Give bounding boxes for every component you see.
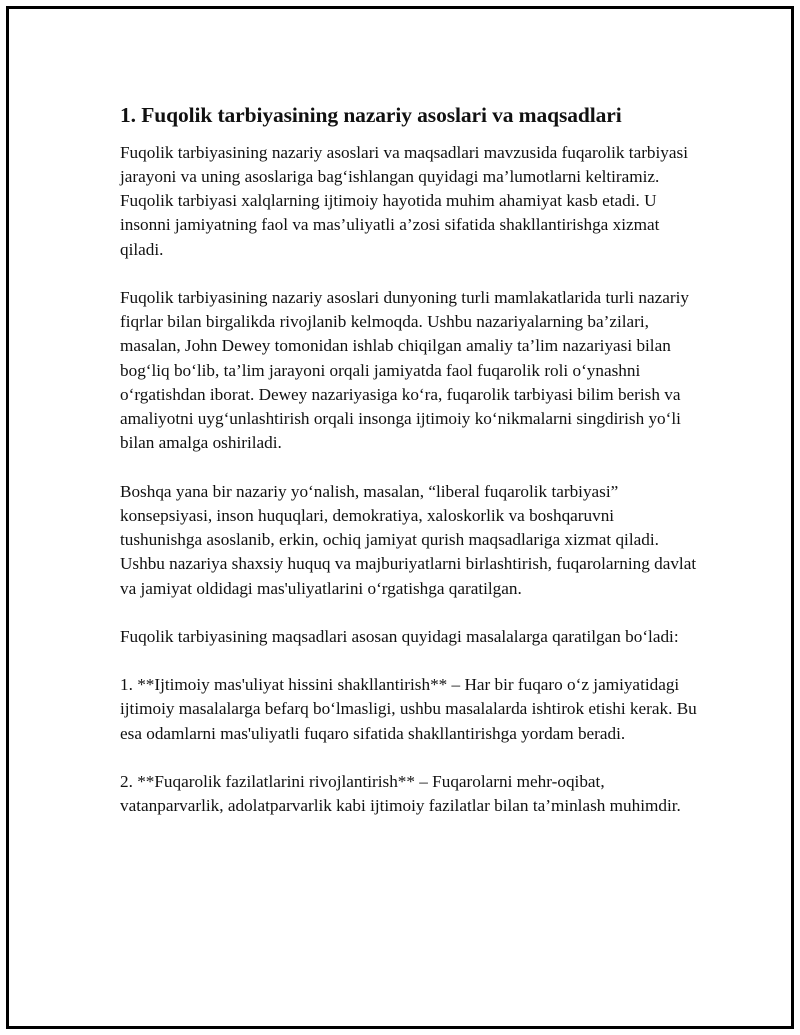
list-item-2: 2. **Fuqarolik fazilatlarini rivojlantirish** – Fuqarolarni mehr-oqibat, vatanparvarlik, adolatparvarlik kabi ijtimoiy fazilatlar bilan ta’minlash muhimdir. bbox=[120, 772, 681, 816]
section-heading: 1. Fuqolik tarbiyasining nazariy asoslari va maqsadlari bbox=[120, 103, 622, 127]
paragraph-intro: Fuqolik tarbiyasining nazariy asoslari va maqsadlari mavzusida fuqarolik tarbiyasi jarayoni va uning asoslariga bag‘ishlangan quyidagi ma’lumotlarni keltiramiz. Fuqolik tarbiyasi xalqlarning ijtimoiy hayotida muhim ahamiyat kasb etadi. U insonni jamiyatning faol va mas’uliyatli a’zosi sifatida shakllantirishga xizmat qiladi. bbox=[120, 142, 688, 259]
list-item-1: 1. **Ijtimoiy mas'uliyat hissini shakllantirish** – Har bir fuqaro o‘z jamiyatidagi ijtimoiy masalalarga befarq bo‘lmasligi, ushbu masalalarda ishtirok etishi kerak. Bu esa odamlarni mas'uliyatli fuqaro sifatida shakllantirishga yordam beradi. bbox=[120, 675, 697, 743]
document-body bbox=[120, 102, 700, 843]
paragraph-theory-dewey: Fuqolik tarbiyasining nazariy asoslari dunyoning turli mamlakatlarida turli nazariy fiqrlar bilan birgalikda rivojlanib kelmoqda. Ushbu nazariyalarning ba’zilari, masalan, John Dewey tomonidan ishlab chiqilgan amaliy ta’lim nazariyasi bilan bog‘liq bo‘lib, ta’lim jarayoni orqali jamiyatda faol fuqarolik roli o‘ynashni o‘rgatishdan iborat. Dewey nazariyasiga ko‘ra, fuqarolik tarbiyasi bilim berish va amaliyotni uyg‘unlashtirish orqali insonga ijtimoiy ko‘nikmalarni singdirish yo‘li bilan amalga oshiriladi. bbox=[120, 288, 689, 453]
page-frame bbox=[6, 6, 794, 1029]
paragraph-goals-intro: Fuqolik tarbiyasining maqsadlari asosan quyidagi masalalarga qaratilgan bo‘ladi: bbox=[120, 626, 679, 646]
paragraph-liberal-theory: Boshqa yana bir nazariy yo‘nalish, masalan, “liberal fuqarolik tarbiyasi” konsepsiyasi, inson huquqlari, demokratiya, xaloskorlik va boshqaruvni tushunishga asoslanib, erkin, ochiq jamiyat qurish maqsadlariga xizmat qiladi. Ushbu nazariya shaxsiy huquq va majburiyatlarni birlashtirish, fuqarolarning davlat va jamiyat oldidagi mas'uliyatlarini o‘rgatishga qaratilgan. bbox=[120, 481, 697, 598]
